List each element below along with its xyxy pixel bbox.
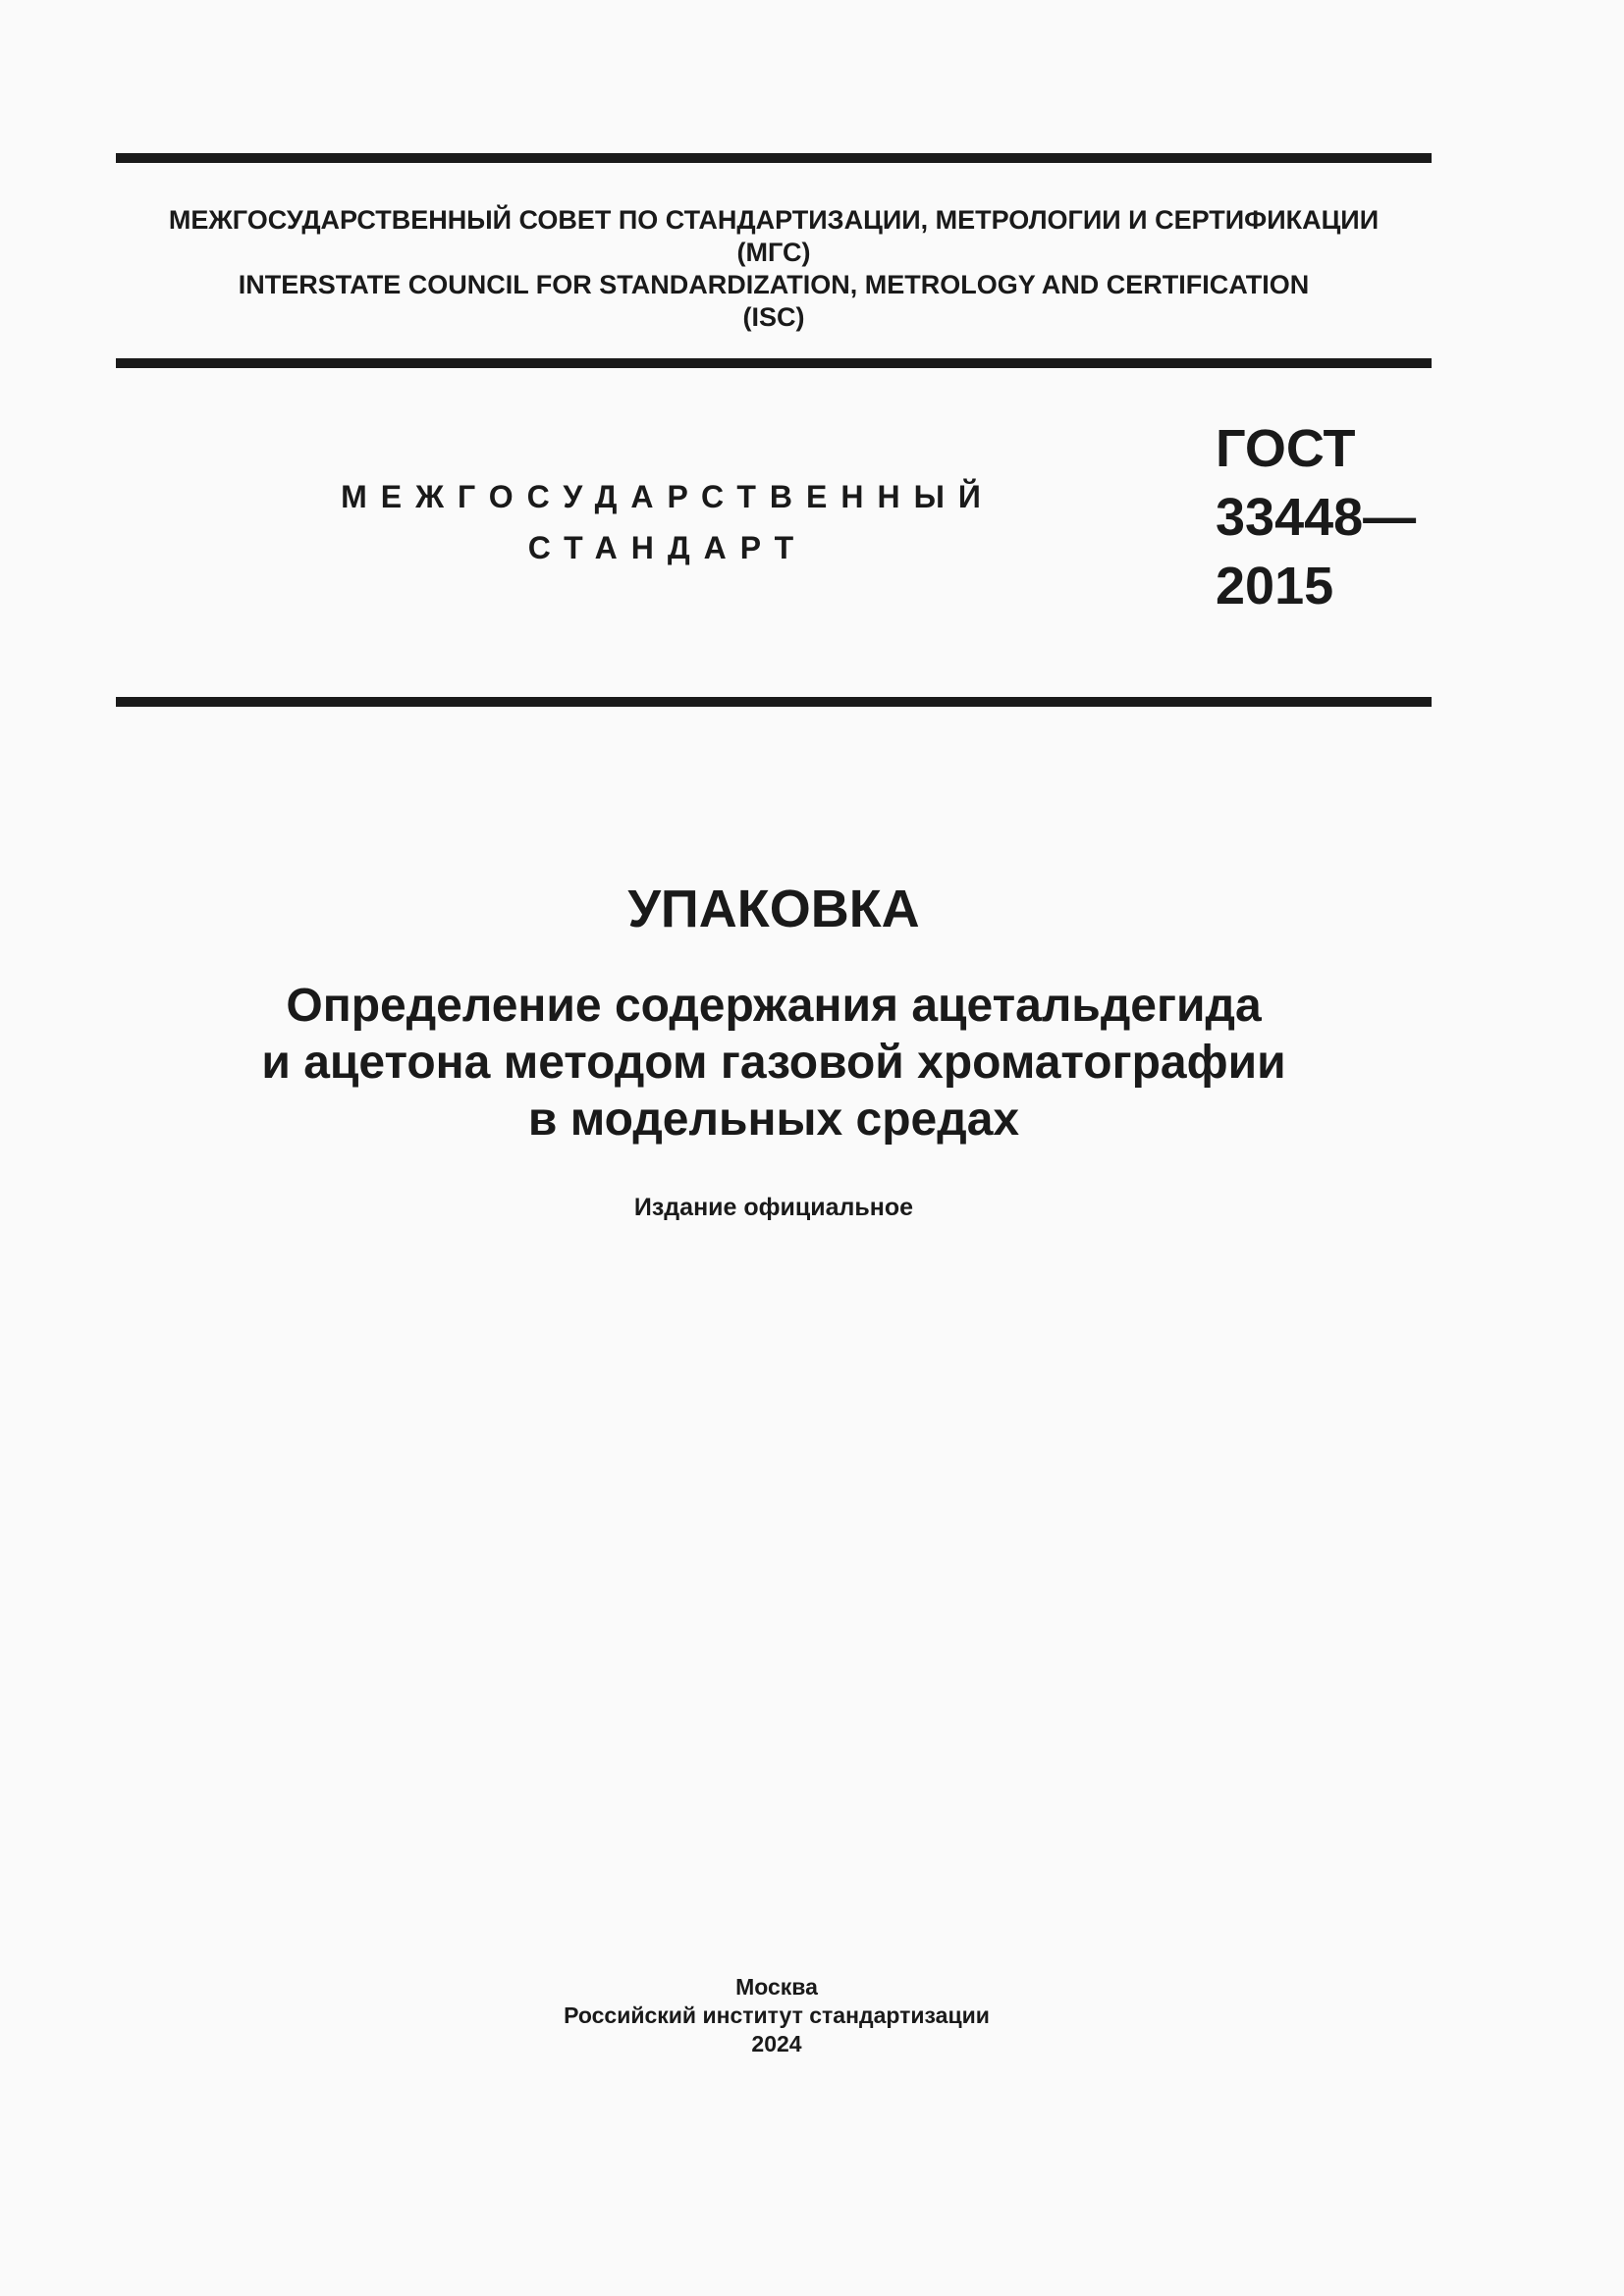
gost-number: 33448— bbox=[1216, 488, 1417, 547]
council-abbr-en: (ISC) bbox=[742, 302, 805, 332]
top-rule bbox=[116, 153, 1432, 163]
council-abbr-ru: (МГС) bbox=[736, 238, 811, 267]
council-name-en: INTERSTATE COUNCIL FOR STANDARDIZATION, METROLOGY AND CERTIFICATION bbox=[238, 270, 1310, 299]
imprint-year: 2024 bbox=[751, 2031, 802, 2056]
header-rule bbox=[116, 358, 1432, 368]
imprint-city: Москва bbox=[735, 1974, 818, 2000]
gost-year: 2015 bbox=[1216, 557, 1334, 615]
imprint-publisher: Российский институт стандартизации bbox=[564, 2002, 990, 2028]
council-header bbox=[116, 204, 1432, 334]
imprint bbox=[410, 1973, 1143, 2058]
standard-kind-line2: СТАНДАРТ bbox=[527, 530, 808, 565]
subtitle-line2: и ацетона методом газовой хроматографии bbox=[261, 1037, 1286, 1089]
gost-designation bbox=[1216, 414, 1416, 620]
standard-kind-line1: МЕЖГОСУДАРСТВЕННЫЙ bbox=[341, 479, 995, 514]
designation-rule bbox=[116, 697, 1432, 707]
subtitle-line1: Определение содержания ацетальдегида bbox=[286, 980, 1262, 1032]
gost-label: ГОСТ bbox=[1216, 419, 1356, 478]
edition-label: Издание официальное bbox=[633, 1194, 914, 1221]
council-name-ru: МЕЖГОСУДАРСТВЕННЫЙ СОВЕТ ПО СТАНДАРТИЗАЦИИ, МЕТРОЛОГИИ И СЕРТИФИКАЦИИ bbox=[168, 205, 1380, 235]
standard-kind bbox=[295, 471, 1041, 573]
subtitle-line3: в модельных средах bbox=[527, 1094, 1020, 1146]
document-title: УПАКОВКА bbox=[627, 880, 920, 938]
document-subtitle bbox=[116, 978, 1432, 1148]
